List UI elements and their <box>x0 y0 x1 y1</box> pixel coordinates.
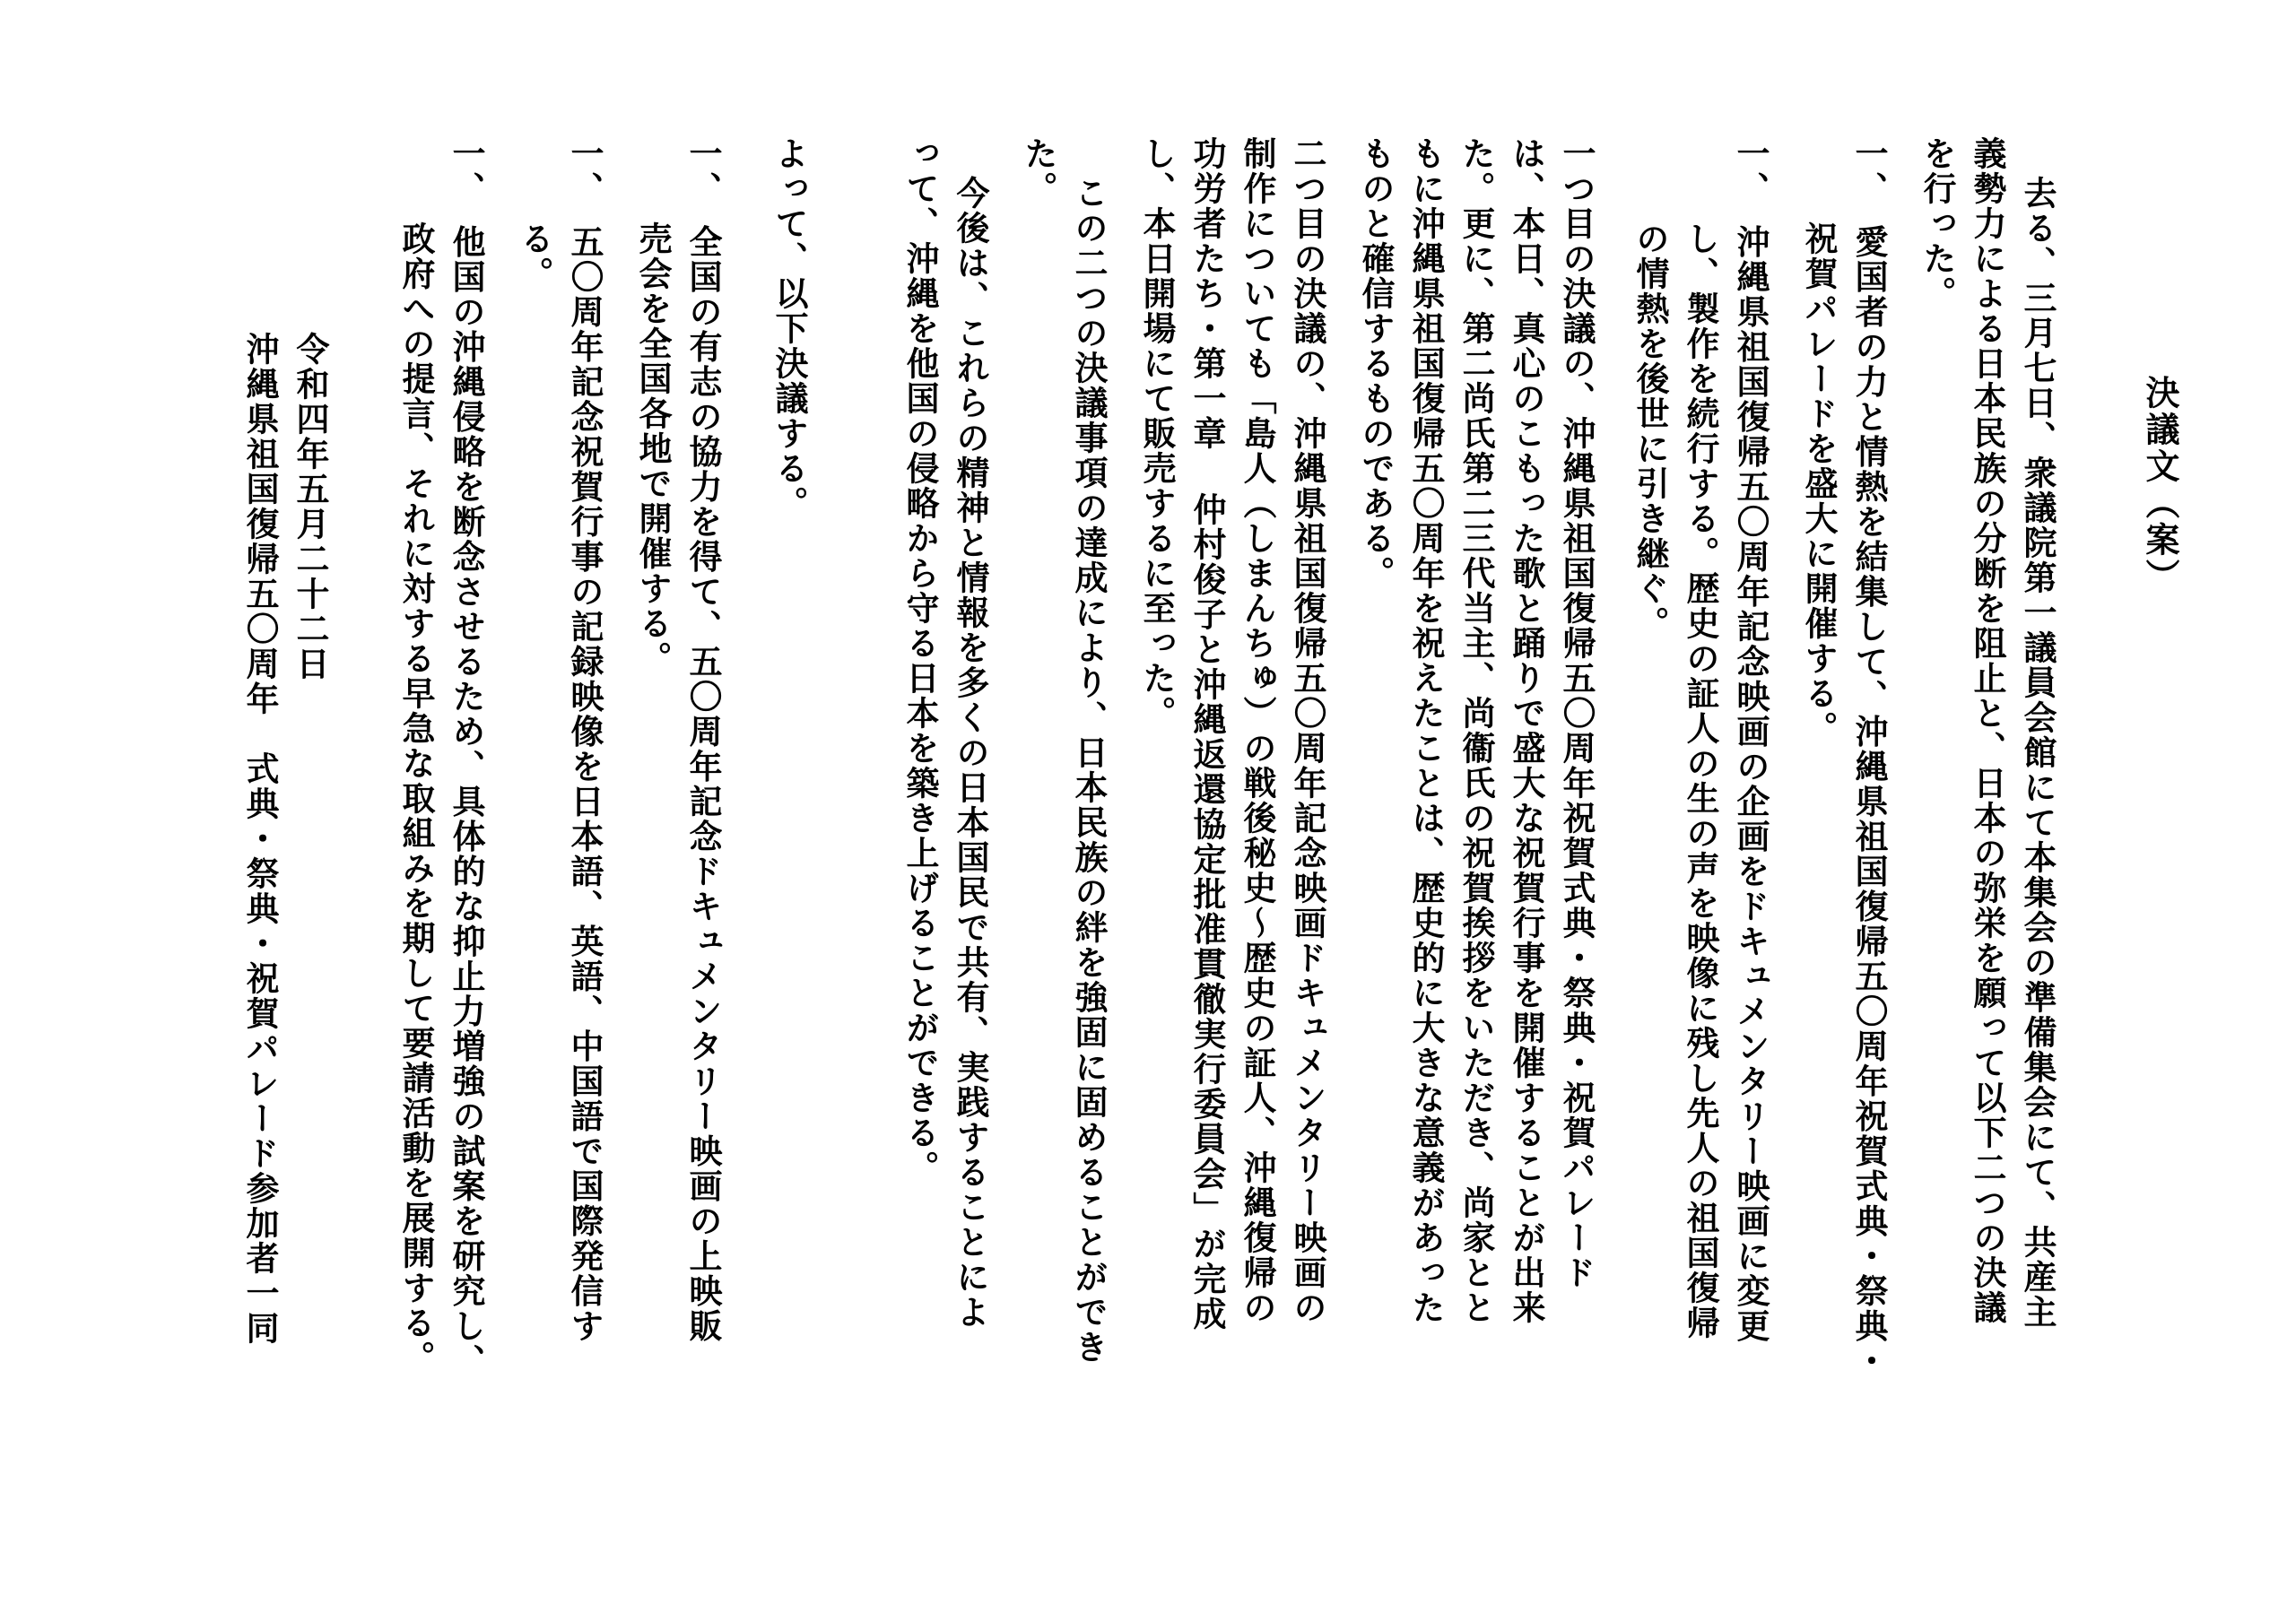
resolution-2-line-3: の情熱を後世に引き継ぐ。 <box>1631 221 1670 641</box>
future-line-2: って、沖縄を他国の侵略から守る日本を築き上げることができる。 <box>900 136 940 1185</box>
future-line-1: 今後は、これらの精神と情報を多くの日本国民で共有、実践することによ <box>951 176 990 1330</box>
final-1-line-1: 一、 全国の有志の協力を得て、五〇周年記念ドキュメンタリー映画の上映販 <box>683 136 723 1344</box>
signature: 沖縄県祖国復帰五〇周年 式典・祭典・祝賀パレード参加者一同 <box>240 332 280 1346</box>
final-1-line-2: 売会を全国各地で開催する。 <box>633 221 673 676</box>
outcome-1-line-5: ものと確信するものである。 <box>1356 136 1396 591</box>
final-3-line-2: 政府への提言、それに対する早急な取組みを期して要請活動を展開する。 <box>396 221 436 1375</box>
outcome-2-line-3: 功労者たち・第一章 仲村俊子と沖縄返還協定批准貫徹実行委員会」が完成 <box>1187 136 1227 1331</box>
resolution-2-line-1: 一、 沖縄県祖国復帰五〇周年記念映画の企画をドキュメンタリー映画に変更 <box>1731 136 1770 1344</box>
outcome-2-line-2: 制作についても「島人（しまんちゅ）の戦後秘史～歴史の証人、沖縄復帰の <box>1238 136 1277 1325</box>
preamble-line-2: 義勢力による日本民族の分断を阻止と、日本の弥栄を願って以下二つの決議 <box>1968 136 2007 1325</box>
final-2-line-1: 一、 五〇周年記念祝賀行事の記録映像を日本語、英語、中国語で国際発信す <box>565 136 604 1344</box>
final-2-line-2: る。 <box>515 221 554 291</box>
outcome-1-line-2: は、本日、真心のこもった歌と踊りで盛大な祝賀行事を開催することが出来 <box>1507 136 1546 1325</box>
final-3-line-1: 一、 他国の沖縄侵略を断念させるため、具体的な抑止力増強の試案を研究し、 <box>447 136 486 1379</box>
outcome-2-line-1: 二つ目の決議の、沖縄県祖国復帰五〇周年記念映画ドキュメンタリー映画の <box>1288 136 1327 1325</box>
outcome-1-line-3: た。更に、第二尚氏第二三代当主、尚衞氏の祝賀挨拶をいただき、尚家とと <box>1457 136 1496 1325</box>
outcome-2-line-4: し、本日開場にて販売するに至った。 <box>1137 136 1177 731</box>
achievement-line-1: この二つの決議事項の達成により、日本民族の絆を強固に固めることができ <box>1069 176 1109 1365</box>
preamble-line-3: を行った。 <box>1918 136 1957 311</box>
outcome-1-line-4: もに沖縄県祖国復帰五〇周年を祝えたことは、歴史的に大きな意義があった <box>1406 136 1446 1325</box>
outcome-1-line-1: 一つ目の決議の、沖縄県祖国復帰五〇周年祝賀式典・祭典・祝賀パレード <box>1557 136 1596 1290</box>
therefore-line: よって、以下決議する。 <box>770 136 809 521</box>
resolution-date: 令和四年五月二十二日 <box>291 332 330 681</box>
resolution-1-line-1: 一、 愛国者の力と情熱を結集して、沖縄県祖国復帰五〇周年祝賀式典・祭典・ <box>1849 136 1889 1379</box>
document-title: 決議文（案） <box>2140 375 2180 595</box>
preamble-line-1: 去る、三月七日、衆議院第一議員会館にて本集会の準備集会にて、共産主 <box>2018 176 2057 1330</box>
achievement-line-2: た。 <box>1019 136 1058 206</box>
resolution-2-line-2: し、製作を続行する。歴史の証人の生の声を映像に残し先人の祖国復帰 <box>1681 221 1720 1340</box>
resolution-1-line-2: 祝賀パレードを盛大に開催する。 <box>1799 221 1839 746</box>
